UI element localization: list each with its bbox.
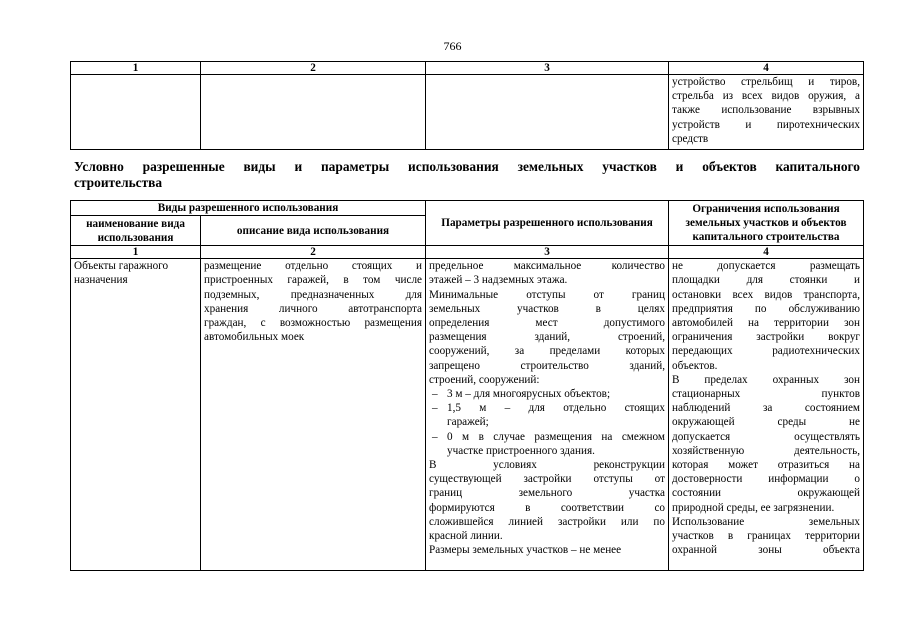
- header-use-description: описание вида использования: [201, 216, 426, 246]
- col-number-1: 1: [71, 62, 201, 75]
- text-line: допускается осуществлять: [672, 430, 861, 443]
- continuation-table: [70, 61, 864, 150]
- text-line: определения мест допустимого: [429, 317, 666, 330]
- text-line: – 3 м – для многоярусных объектов;: [447, 388, 611, 401]
- text-line: не допускается размещать: [672, 260, 861, 273]
- text-line: автомобильных моек: [204, 331, 305, 344]
- text-line: запрещено строительство зданий,: [429, 359, 666, 372]
- continuation-cell-4: [669, 75, 864, 150]
- col-number-4: 4: [669, 62, 864, 75]
- text-line: строений, сооружений:: [429, 373, 540, 386]
- cell-restrictions: [669, 259, 864, 571]
- text-line: формируются в соответствии со: [429, 501, 666, 514]
- text-line: хозяйственную деятельность,: [672, 444, 861, 457]
- text-line: красной линии.: [429, 530, 503, 543]
- header-group-permitted-uses: Виды разрешенного использования: [71, 201, 426, 216]
- section-title: [74, 159, 860, 191]
- text-line: окружающей среды не: [672, 416, 861, 429]
- text-line: устройство стрельбищ и тиров,: [672, 76, 860, 88]
- text-line: – 1,5 м – для отдельно стоящих: [447, 402, 666, 415]
- text-line: участке пристроенного здания.: [447, 444, 595, 457]
- text-line: этажей – 3 надземных этажа.: [429, 274, 568, 287]
- text-line: остановки всех видов транспорта,: [672, 288, 861, 301]
- text-line: устройств и пиротехнических: [672, 118, 860, 131]
- text-line: границ земельного участка: [429, 487, 666, 500]
- text-line: также использование взрывных: [672, 104, 860, 117]
- text-line: которая может отразиться на: [672, 459, 861, 472]
- text-line: размещения зданий, строений,: [429, 331, 666, 344]
- text-line: наблюдений за состоянием: [672, 402, 861, 415]
- text-line: состоянии окружающей: [672, 487, 861, 500]
- text-line: средств: [672, 132, 709, 145]
- col-number-2: 2: [201, 246, 426, 259]
- text-line: достоверности информации о: [672, 473, 861, 486]
- text-line: земельных участков в целях: [429, 302, 666, 315]
- text-line: пристроенных гаражей, в том числе: [204, 274, 423, 287]
- permitted-use-table: [70, 200, 864, 571]
- text-line: передающих радиотехнических: [672, 345, 861, 358]
- text-line: В пределах охранных зон: [672, 373, 861, 386]
- cell-use-name: Объекты гаражного назначения: [71, 259, 201, 571]
- col-number-3: 3: [426, 246, 669, 259]
- continuation-cell-3: [426, 75, 669, 150]
- text-line: предельное максимальное количество: [429, 260, 666, 273]
- text-line: стационарных пунктов: [672, 388, 861, 401]
- text-line: существующей застройки отступы от: [429, 473, 666, 486]
- text-line: Минимальные отступы от границ: [429, 288, 666, 301]
- continuation-cell-2: [201, 75, 426, 150]
- dash-list-item: [429, 401, 665, 429]
- text-line: – 0 м в случае размещения на смежном: [447, 430, 666, 443]
- dash-list-item: [429, 430, 665, 458]
- col-number-1: 1: [71, 246, 201, 259]
- dash-list-item: [429, 387, 665, 401]
- text-line: подземных, предназначенных для: [204, 288, 423, 301]
- text-line: В условиях реконструкции: [429, 459, 666, 472]
- text-line: Размеры земельных участков – не менее: [429, 544, 622, 557]
- section-title-line: строительства: [74, 175, 163, 190]
- continuation-cell-1: [71, 75, 201, 150]
- header-parameters: Параметры разрешенного использования: [426, 201, 669, 246]
- text-line: площадки для стоянки и: [672, 274, 861, 287]
- text-line: граждан, с возможностью размещения: [204, 317, 423, 330]
- text-line: хранения личного автотранспорта: [204, 302, 423, 315]
- col-number-2: 2: [201, 62, 426, 75]
- text-line: сооружений, за пределами которых: [429, 345, 666, 358]
- page-number: 766: [443, 39, 462, 53]
- text-line: Использование земельных: [672, 515, 861, 528]
- text-line: охранной зоны объекта: [672, 544, 861, 557]
- text-line: сложившейся линией застройки или по: [429, 515, 666, 528]
- text-line: автомобилей на территории зон: [672, 317, 861, 330]
- header-use-name: наименование вида использования: [71, 216, 201, 246]
- text-line: предприятия по обслуживанию: [672, 302, 861, 315]
- text-line: объектов.: [672, 359, 718, 372]
- section-title-line: Условно разрешенные виды и параметры использования земельных участков и объектов капитального: [74, 159, 860, 174]
- text-line: размещение отдельно стоящих и: [204, 260, 423, 273]
- col-number-3: 3: [426, 62, 669, 75]
- cell-use-description: [201, 259, 426, 571]
- cell-parameters: [426, 259, 669, 571]
- text-line: участков в границах территории: [672, 530, 861, 543]
- col-number-4: 4: [669, 246, 864, 259]
- text-line: гаражей;: [447, 416, 489, 429]
- text-line: ограничения застройки вокруг: [672, 331, 861, 344]
- text-line: природной среды, ее загрязнении.: [672, 501, 835, 514]
- header-restrictions: Ограничения использования земельных участков и объектов капитального строительства: [669, 201, 864, 246]
- text-line: стрельба из всех видов оружия, а: [672, 90, 860, 103]
